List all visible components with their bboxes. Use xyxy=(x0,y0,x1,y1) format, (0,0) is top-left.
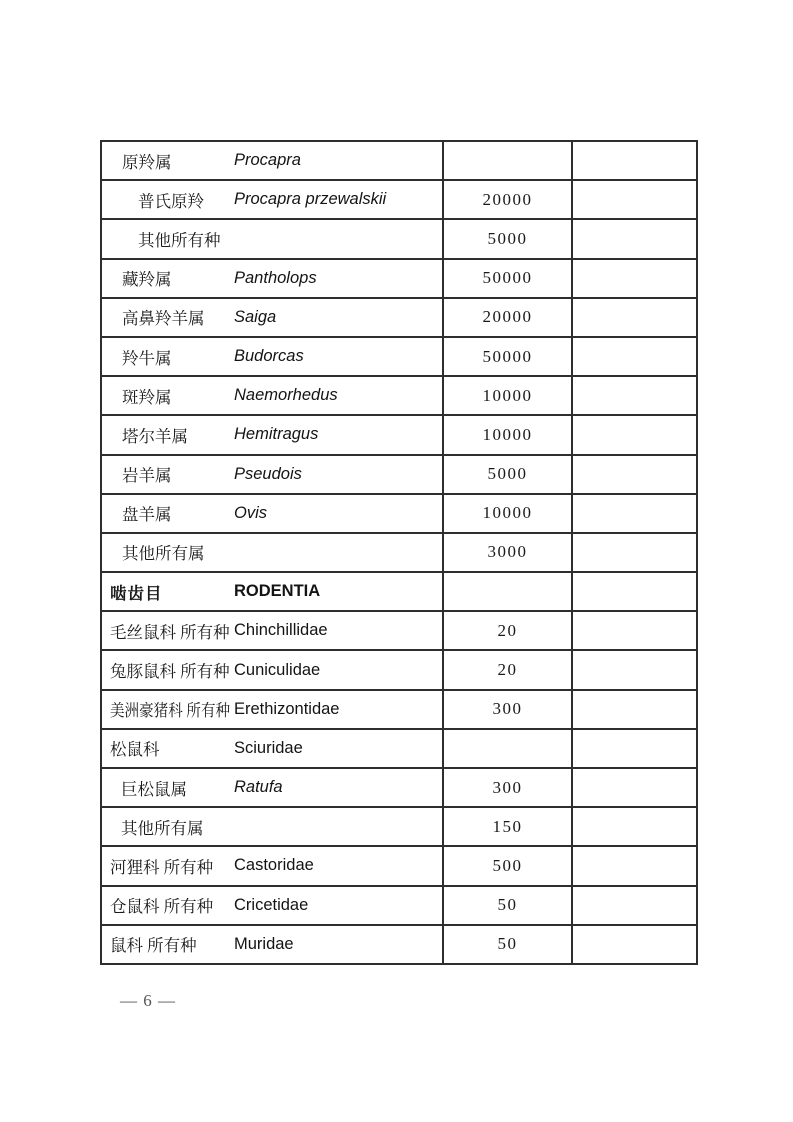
blank-cell xyxy=(572,141,697,180)
chinese-name: 塔尔羊属 xyxy=(122,426,188,446)
quota-value: 20 xyxy=(443,650,572,689)
table-row xyxy=(101,572,697,611)
chinese-name: 兔豚鼠科 所有种 xyxy=(110,662,230,682)
chinese-name: 高鼻羚羊属 xyxy=(122,309,205,329)
chinese-name: 鼠科 所有种 xyxy=(110,936,197,956)
quota-value: 300 xyxy=(443,768,572,807)
name-cell xyxy=(101,494,443,533)
quota-value: 50000 xyxy=(443,337,572,376)
blank-cell xyxy=(572,650,697,689)
scientific-name: Chinchillidae xyxy=(234,621,328,640)
name-cell xyxy=(101,337,443,376)
quota-value: 20000 xyxy=(443,180,572,219)
scientific-name: Budorcas xyxy=(234,347,304,366)
blank-cell xyxy=(572,494,697,533)
name-cell xyxy=(101,886,443,925)
quota-value: 50 xyxy=(443,925,572,964)
blank-cell xyxy=(572,611,697,650)
scientific-name: Pantholops xyxy=(234,268,317,287)
scientific-name: Saiga xyxy=(234,307,277,326)
blank-cell xyxy=(572,455,697,494)
quota-value: 10000 xyxy=(443,415,572,454)
name-cell xyxy=(101,611,443,650)
scientific-name: Procapra przewalskii xyxy=(234,190,387,209)
chinese-name: 毛丝鼠科 所有种 xyxy=(110,622,230,642)
quota-value: 50 xyxy=(443,886,572,925)
name-cell xyxy=(101,690,443,729)
name-cell xyxy=(101,298,443,337)
name-cell xyxy=(101,650,443,689)
blank-cell xyxy=(572,298,697,337)
quota-value xyxy=(443,572,572,611)
blank-cell xyxy=(572,219,697,258)
chinese-name: 斑羚属 xyxy=(122,387,172,407)
quota-value: 10000 xyxy=(443,494,572,533)
blank-cell xyxy=(572,337,697,376)
scientific-name: Hemitragus xyxy=(234,425,319,444)
blank-cell xyxy=(572,376,697,415)
table-row xyxy=(101,180,697,219)
name-cell xyxy=(101,259,443,298)
scientific-name: Cuniculidae xyxy=(234,660,321,679)
table-row xyxy=(101,219,697,258)
scientific-name: Sciuridae xyxy=(234,738,303,757)
chinese-name: 巨松鼠属 xyxy=(121,779,187,799)
chinese-name: 普氏原羚 xyxy=(138,191,204,211)
blank-cell xyxy=(572,807,697,846)
name-cell xyxy=(101,180,443,219)
scientific-name: RODENTIA xyxy=(234,582,321,601)
blank-cell xyxy=(572,259,697,298)
table-row xyxy=(101,494,697,533)
name-cell xyxy=(101,729,443,768)
scientific-name: Ovis xyxy=(234,503,267,522)
page-number: — 6 — xyxy=(120,991,176,1010)
quota-value: 10000 xyxy=(443,376,572,415)
name-cell xyxy=(101,925,443,964)
name-cell xyxy=(101,455,443,494)
scientific-name: Cricetidae xyxy=(234,895,309,914)
table-row xyxy=(101,611,697,650)
blank-cell xyxy=(572,533,697,572)
table-row xyxy=(101,533,697,572)
table-row xyxy=(101,807,697,846)
name-cell xyxy=(101,768,443,807)
table-row xyxy=(101,846,697,885)
blank-cell xyxy=(572,180,697,219)
quota-value: 50000 xyxy=(443,259,572,298)
chinese-name: 松鼠科 xyxy=(110,740,160,760)
table-row xyxy=(101,298,697,337)
table-row xyxy=(101,141,697,180)
table-row xyxy=(101,650,697,689)
blank-cell xyxy=(572,886,697,925)
name-cell xyxy=(101,219,443,258)
quota-value: 5000 xyxy=(443,455,572,494)
name-cell xyxy=(101,572,443,611)
quota-value: 5000 xyxy=(443,219,572,258)
scientific-name: Pseudois xyxy=(234,464,302,483)
table-row xyxy=(101,415,697,454)
scientific-name: Muridae xyxy=(234,934,294,953)
quota-value: 300 xyxy=(443,690,572,729)
quota-table-body xyxy=(101,141,697,964)
chinese-name: 美洲豪猪科 所有种 xyxy=(110,701,231,721)
chinese-name: 河狸科 所有种 xyxy=(110,857,214,877)
quota-value: 150 xyxy=(443,807,572,846)
name-cell xyxy=(101,376,443,415)
chinese-name: 啮齿目 xyxy=(110,584,163,603)
name-cell xyxy=(101,415,443,454)
species-quota-table xyxy=(100,140,698,965)
chinese-name: 仓鼠科 所有种 xyxy=(110,897,214,917)
quota-value xyxy=(443,141,572,180)
name-cell xyxy=(101,846,443,885)
blank-cell xyxy=(572,729,697,768)
blank-cell xyxy=(572,768,697,807)
scientific-name: Procapra xyxy=(234,151,301,170)
quota-value: 20 xyxy=(443,611,572,650)
chinese-name: 其他所有属 xyxy=(121,818,204,838)
scientific-name: Naemorhedus xyxy=(234,386,338,405)
chinese-name: 盘羊属 xyxy=(122,505,172,525)
table-row xyxy=(101,455,697,494)
table-row xyxy=(101,886,697,925)
scientific-name: Ratufa xyxy=(234,778,283,797)
blank-cell xyxy=(572,572,697,611)
blank-cell xyxy=(572,690,697,729)
scientific-name: Erethizontidae xyxy=(234,699,340,718)
chinese-name: 原羚属 xyxy=(122,152,172,172)
name-cell xyxy=(101,807,443,846)
quota-value: 3000 xyxy=(443,533,572,572)
chinese-name: 岩羊属 xyxy=(122,466,172,486)
chinese-name: 羚牛属 xyxy=(122,348,172,368)
table-row xyxy=(101,259,697,298)
quota-value: 20000 xyxy=(443,298,572,337)
chinese-name: 藏羚属 xyxy=(122,270,172,290)
table-row xyxy=(101,925,697,964)
name-cell xyxy=(101,141,443,180)
table-row xyxy=(101,768,697,807)
scientific-name: Castoridae xyxy=(234,856,314,875)
table-row xyxy=(101,337,697,376)
blank-cell xyxy=(572,415,697,454)
chinese-name: 其他所有属 xyxy=(122,544,205,564)
table-row xyxy=(101,729,697,768)
quota-value: 500 xyxy=(443,846,572,885)
quota-value xyxy=(443,729,572,768)
table-row xyxy=(101,690,697,729)
blank-cell xyxy=(572,846,697,885)
chinese-name: 其他所有种 xyxy=(138,230,221,250)
name-cell xyxy=(101,533,443,572)
blank-cell xyxy=(572,925,697,964)
table-row xyxy=(101,376,697,415)
